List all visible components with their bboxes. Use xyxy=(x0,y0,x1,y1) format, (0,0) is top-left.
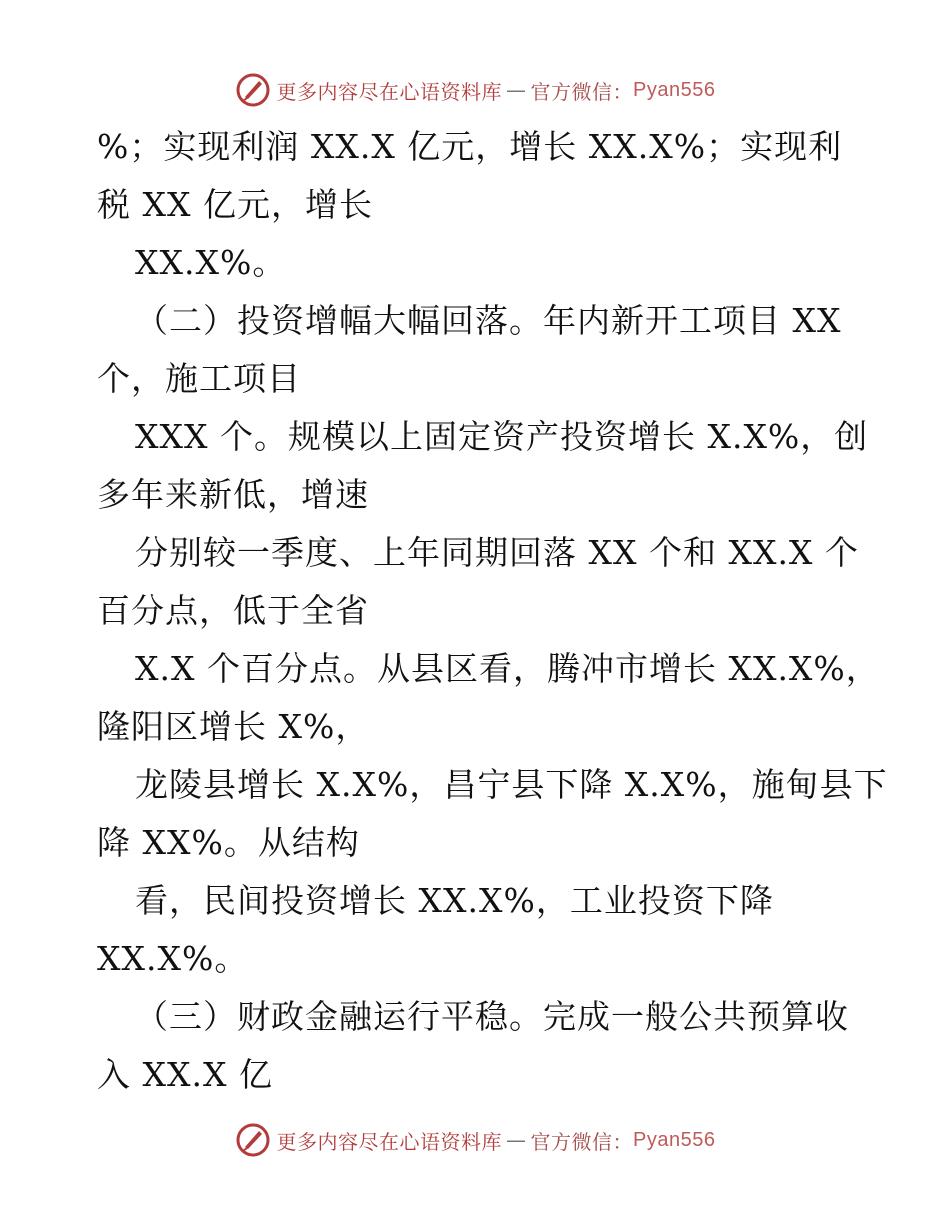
text-line-3: XX.X%。 xyxy=(135,243,287,282)
banner-separator: — xyxy=(506,78,527,102)
quill-seal-icon xyxy=(235,1122,271,1158)
text-line-10: X.X 个百分点。从县区看，腾冲市增长 XX.X%， xyxy=(135,649,880,688)
text-line-7: 多年来新低，增速 xyxy=(97,475,369,514)
banner-label: 官方微信： xyxy=(530,1129,634,1154)
text-line-4: （二）投资增幅大幅回落。年内新开工项目 XX xyxy=(135,301,842,340)
text-line-15: XX.X%。 xyxy=(97,939,249,978)
text-line-16: （三）财政金融运行平稳。完成一般公共预算收 xyxy=(135,997,849,1036)
text-line-13: 降 XX%。从结构 xyxy=(97,823,360,862)
text-line-9: 百分点，低于全省 xyxy=(97,591,369,630)
text-line-12: 龙陵县增长 X.X%，昌宁县下降 X.X%，施甸县下 xyxy=(135,765,888,804)
banner-title: 更多内容尽在心语资料库 xyxy=(276,79,503,104)
text-line-14: 看，民间投资增长 XX.X%，工业投资下降 xyxy=(135,881,774,920)
text-line-1: %；实现利润 XX.X 亿元，增长 XX.X%；实现利 xyxy=(97,127,843,166)
text-line-17: 入 XX.X 亿 xyxy=(97,1055,273,1094)
document-body xyxy=(97,118,888,1104)
banner-handle: Pyan556 xyxy=(633,78,716,101)
quill-seal-icon xyxy=(235,72,271,108)
text-line-5: 个，施工项目 xyxy=(97,359,301,398)
text-line-11: 隆阳区增长 X%， xyxy=(97,707,370,746)
text-line-2: 税 XX 亿元，增长 xyxy=(97,185,373,224)
banner-title: 更多内容尽在心语资料库 xyxy=(276,1129,503,1154)
watermark-banner-bottom xyxy=(0,1120,950,1160)
banner-separator: — xyxy=(506,1128,527,1152)
text-line-6: XXX 个。规模以上固定资产投资增长 X.X%，创 xyxy=(135,417,869,456)
banner-label: 官方微信： xyxy=(530,79,634,104)
banner-handle: Pyan556 xyxy=(633,1128,716,1151)
text-line-8: 分别较一季度、上年同期回落 XX 个和 XX.X 个 xyxy=(135,533,859,572)
watermark-banner-top xyxy=(0,70,950,110)
